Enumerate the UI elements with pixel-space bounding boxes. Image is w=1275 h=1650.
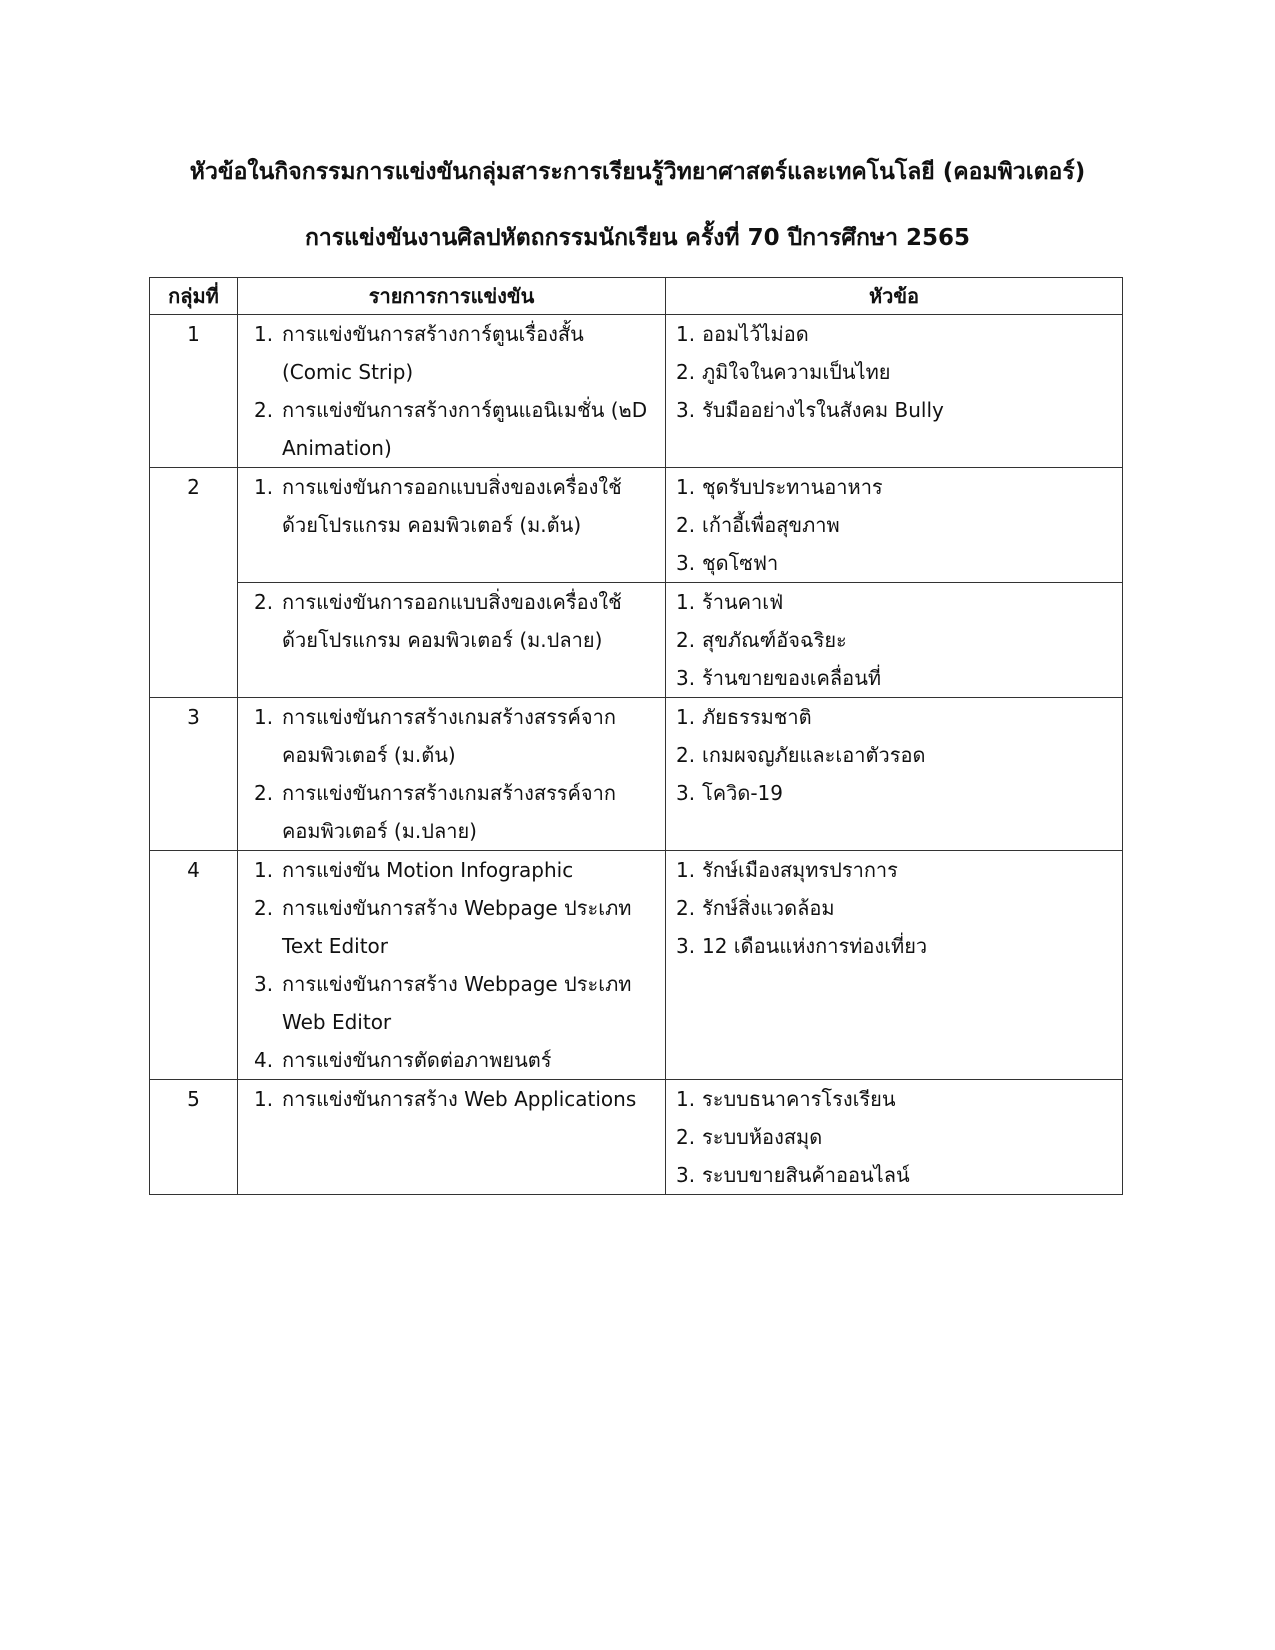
item-number: 3. bbox=[676, 551, 696, 575]
item-number: 2. bbox=[254, 896, 274, 920]
item-number: 2. bbox=[676, 1125, 696, 1149]
topics-cell bbox=[666, 698, 1123, 851]
item-number: 1. bbox=[254, 858, 274, 882]
topics-cell bbox=[666, 583, 1123, 698]
item-text: ภูมิใจในความเป็นไทย bbox=[702, 360, 891, 384]
competitions-cell bbox=[238, 698, 666, 851]
item-text: เก้าอี้เพื่อสุขภาพ bbox=[702, 513, 840, 537]
competition-item bbox=[254, 774, 665, 850]
topic-item bbox=[676, 1080, 1122, 1118]
item-text: การแข่งขันการออกแบบสิ่งของเครื่องใช้ ด้วยโปรแกรม คอมพิวเตอร์ (ม.ต้น) bbox=[282, 475, 622, 537]
item-number: 1. bbox=[676, 475, 696, 499]
competition-item bbox=[254, 1080, 665, 1118]
topic-item-list bbox=[666, 851, 1122, 965]
competition-item-list bbox=[238, 468, 665, 544]
competition-item-list bbox=[238, 1080, 665, 1118]
topic-item bbox=[676, 468, 1122, 506]
topic-item bbox=[676, 315, 1122, 353]
table-row bbox=[150, 851, 1123, 1080]
item-text: รักษ์เมืองสมุทรปราการ bbox=[702, 858, 898, 882]
table-row bbox=[150, 698, 1123, 851]
page-title: หัวข้อในกิจกรรมการแข่งขันกลุ่มสาระการเรียนรู้วิทยาศาสตร์และเทคโนโลยี (คอมพิวเตอร์) bbox=[189, 159, 1086, 185]
item-text: การแข่งขันการสร้างเกมสร้างสรรค์จาก คอมพิวเตอร์ (ม.ต้น) bbox=[282, 705, 616, 767]
item-number: 1. bbox=[676, 322, 696, 346]
group-number-cell: 1 bbox=[150, 315, 238, 468]
competition-item bbox=[254, 851, 665, 889]
topics-cell bbox=[666, 315, 1123, 468]
topic-item bbox=[676, 889, 1122, 927]
page-subtitle: การแข่งขันงานศิลปหัตถกรรมนักเรียน ครั้งที่ 70 ปีการศึกษา 2565 bbox=[304, 225, 971, 251]
table-row bbox=[150, 1080, 1123, 1195]
competition-item-list bbox=[238, 851, 665, 1079]
item-text: การแข่งขันการสร้างการ์ตูนแอนิเมชั่น (๒D Animation) bbox=[282, 398, 648, 460]
item-number: 2. bbox=[254, 398, 274, 422]
topic-item bbox=[676, 851, 1122, 889]
table-header-row bbox=[150, 278, 1123, 315]
item-text: เกมผจญภัยและเอาตัวรอด bbox=[702, 743, 926, 767]
item-number: 1. bbox=[254, 1087, 274, 1111]
topic-item-list bbox=[666, 468, 1122, 582]
item-number: 2. bbox=[254, 781, 274, 805]
item-text: รักษ์สิ่งแวดล้อม bbox=[702, 896, 835, 920]
competition-topics-table bbox=[149, 277, 1123, 1195]
item-number: 4. bbox=[254, 1048, 274, 1072]
item-number: 2. bbox=[676, 628, 696, 652]
topics-cell bbox=[666, 468, 1123, 583]
competition-item bbox=[254, 889, 665, 965]
item-number: 2. bbox=[676, 743, 696, 767]
topic-item bbox=[676, 391, 1122, 429]
competitions-cell bbox=[238, 851, 666, 1080]
item-text: ชุดโซฟา bbox=[702, 551, 779, 575]
topic-item-list bbox=[666, 698, 1122, 812]
competitions-cell bbox=[238, 1080, 666, 1195]
topic-item bbox=[676, 1156, 1122, 1194]
item-text: การแข่งขันการสร้าง Web Applications bbox=[282, 1087, 637, 1111]
topics-cell bbox=[666, 851, 1123, 1080]
topic-item bbox=[676, 736, 1122, 774]
item-number: 3. bbox=[676, 666, 696, 690]
item-text: โควิด-19 bbox=[702, 781, 784, 805]
item-text: ระบบขายสินค้าออนไลน์ bbox=[702, 1163, 910, 1187]
item-text: การแข่งขันการออกแบบสิ่งของเครื่องใช้ ด้วยโปรแกรม คอมพิวเตอร์ (ม.ปลาย) bbox=[282, 590, 622, 652]
topic-item bbox=[676, 544, 1122, 582]
header-topics: หัวข้อ bbox=[666, 278, 1123, 315]
item-number: 3. bbox=[676, 781, 696, 805]
competition-item bbox=[254, 698, 665, 774]
item-text: การแข่งขัน Motion Infographic bbox=[282, 858, 574, 882]
table-row bbox=[150, 468, 1123, 583]
competitions-cell bbox=[238, 315, 666, 468]
group-number-cell: 5 bbox=[150, 1080, 238, 1195]
item-number: 3. bbox=[254, 972, 274, 996]
competition-item bbox=[254, 583, 665, 659]
item-text: ระบบห้องสมุด bbox=[702, 1125, 823, 1149]
item-text: การแข่งขันการสร้าง Webpage ประเภท Web Editor bbox=[282, 972, 632, 1034]
topic-item-list bbox=[666, 583, 1122, 697]
item-number: 3. bbox=[676, 934, 696, 958]
item-number: 1. bbox=[254, 705, 274, 729]
group-number-cell: 4 bbox=[150, 851, 238, 1080]
topic-item bbox=[676, 506, 1122, 544]
topic-item bbox=[676, 1118, 1122, 1156]
item-text: 12 เดือนแห่งการท่องเที่ยว bbox=[702, 934, 928, 958]
competition-item-list bbox=[238, 315, 665, 467]
competition-item bbox=[254, 315, 665, 391]
topic-item bbox=[676, 353, 1122, 391]
group-number-cell: 3 bbox=[150, 698, 238, 851]
item-number: 2. bbox=[676, 513, 696, 537]
topic-item bbox=[676, 927, 1122, 965]
table-row bbox=[150, 583, 1123, 698]
item-number: 1. bbox=[676, 1087, 696, 1111]
group-number-cell bbox=[150, 583, 238, 698]
competitions-cell bbox=[238, 468, 666, 583]
item-text: การแข่งขันการสร้างการ์ตูนเรื่องสั้น (Comic Strip) bbox=[282, 322, 584, 384]
item-number: 1. bbox=[676, 590, 696, 614]
item-number: 1. bbox=[254, 322, 274, 346]
topic-item bbox=[676, 659, 1122, 697]
item-text: ร้านคาเฟ่ bbox=[702, 590, 784, 614]
item-number: 3. bbox=[676, 398, 696, 422]
item-number: 1. bbox=[676, 858, 696, 882]
item-number: 1. bbox=[676, 705, 696, 729]
header-competitions: รายการการแข่งขัน bbox=[238, 278, 666, 315]
competition-item bbox=[254, 391, 665, 467]
item-text: รับมืออย่างไรในสังคม Bully bbox=[702, 398, 944, 422]
item-text: การแข่งขันการตัดต่อภาพยนตร์ bbox=[282, 1048, 552, 1072]
header-group: กลุ่มที่ bbox=[150, 278, 238, 315]
item-number: 3. bbox=[676, 1163, 696, 1187]
item-text: การแข่งขันการสร้าง Webpage ประเภท Text Editor bbox=[282, 896, 632, 958]
topic-item-list bbox=[666, 315, 1122, 429]
topic-item bbox=[676, 698, 1122, 736]
item-number: 1. bbox=[254, 475, 274, 499]
item-text: ภัยธรรมชาติ bbox=[702, 705, 812, 729]
topic-item bbox=[676, 621, 1122, 659]
item-number: 2. bbox=[676, 360, 696, 384]
competition-item bbox=[254, 468, 665, 544]
competitions-cell bbox=[238, 583, 666, 698]
competition-item-list bbox=[238, 583, 665, 659]
topic-item bbox=[676, 583, 1122, 621]
topics-cell bbox=[666, 1080, 1123, 1195]
competition-item bbox=[254, 1041, 665, 1079]
item-number: 2. bbox=[254, 590, 274, 614]
table-row bbox=[150, 315, 1123, 468]
item-text: การแข่งขันการสร้างเกมสร้างสรรค์จาก คอมพิวเตอร์ (ม.ปลาย) bbox=[282, 781, 616, 843]
item-text: ร้านขายของเคลื่อนที่ bbox=[702, 666, 882, 690]
competition-item bbox=[254, 965, 665, 1041]
topic-item-list bbox=[666, 1080, 1122, 1194]
group-number-cell: 2 bbox=[150, 468, 238, 583]
item-text: ระบบธนาคารโรงเรียน bbox=[702, 1087, 896, 1111]
topic-item bbox=[676, 774, 1122, 812]
item-text: สุขภัณฑ์อัจฉริยะ bbox=[702, 628, 847, 652]
item-text: ชุดรับประทานอาหาร bbox=[702, 475, 883, 499]
item-text: ออมไว้ไม่อด bbox=[702, 322, 809, 346]
item-number: 2. bbox=[676, 896, 696, 920]
competition-item-list bbox=[238, 698, 665, 850]
